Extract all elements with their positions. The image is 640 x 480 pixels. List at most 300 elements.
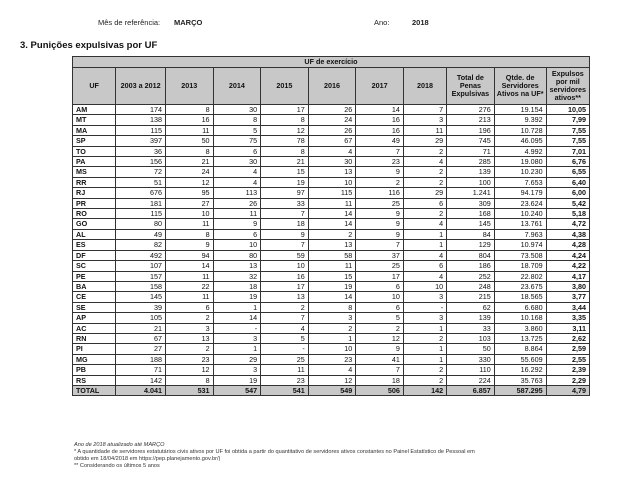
table-cell: 26 (213, 198, 261, 208)
table-cell: 9.392 (494, 115, 546, 125)
table-cell: 16 (165, 115, 213, 125)
table-cell: 115 (116, 125, 166, 135)
uf-cell: AL (73, 229, 116, 239)
table-cell: 23.624 (494, 198, 546, 208)
uf-cell: TOTAL (73, 385, 116, 395)
table-cell: 252 (447, 271, 495, 281)
table-cell: 7,99 (546, 115, 589, 125)
table-cell: 36 (116, 146, 166, 156)
table-cell: 62 (447, 302, 495, 312)
table-cell: 21 (165, 157, 213, 167)
table-cell: 23 (356, 157, 404, 167)
table-cell: 6 (403, 198, 446, 208)
table-cell: 4.992 (494, 146, 546, 156)
table-cell: 94.179 (494, 188, 546, 198)
table-cell: 276 (447, 105, 495, 115)
table-cell: 17 (261, 281, 309, 291)
table-cell: 4,38 (546, 229, 589, 239)
table-cell: 7 (261, 209, 309, 219)
footnote-source: obtido em 18/04/2018 em https://pep.planejamento.gov.br/) (74, 456, 221, 462)
table-cell: 27 (116, 344, 166, 354)
column-header: 2017 (356, 68, 404, 105)
table-cell: 3.860 (494, 323, 546, 333)
table-cell: 24 (165, 167, 213, 177)
table-row (73, 115, 590, 125)
table-cell: 17 (356, 271, 404, 281)
table-cell: 14 (308, 219, 356, 229)
table-cell: 115 (308, 188, 356, 198)
table-cell: 3,77 (546, 292, 589, 302)
table-cell: - (261, 344, 309, 354)
table-cell: 4 (213, 167, 261, 177)
table-cell: 8 (308, 302, 356, 312)
table-cell: 11 (165, 292, 213, 302)
table-cell: 11 (403, 125, 446, 135)
table-row (73, 125, 590, 135)
uf-cell: MT (73, 115, 116, 125)
table-cell: 5 (261, 333, 309, 343)
table-cell: 1 (308, 333, 356, 343)
table-cell: 15 (308, 271, 356, 281)
table-row (73, 177, 590, 187)
table-cell: 531 (165, 385, 213, 395)
table-cell: 13.761 (494, 219, 546, 229)
table-cell: 215 (447, 292, 495, 302)
table-cell: 95 (165, 188, 213, 198)
table-row (73, 209, 590, 219)
table-cell: 12 (261, 125, 309, 135)
column-header: 2016 (308, 68, 356, 105)
table-cell: 6,00 (546, 188, 589, 198)
uf-cell: RJ (73, 188, 116, 198)
table-cell: 18.565 (494, 292, 546, 302)
table-cell: 15 (261, 167, 309, 177)
table-cell: 6 (356, 302, 404, 312)
table-cell: - (213, 323, 261, 333)
table-cell: 10.240 (494, 209, 546, 219)
table-cell: 3 (213, 365, 261, 375)
table-cell: 196 (447, 125, 495, 135)
table-cell: 71 (116, 365, 166, 375)
table-cell: 2 (308, 229, 356, 239)
table-cell: 22.802 (494, 271, 546, 281)
table-cell: 71 (447, 146, 495, 156)
uf-cell: AM (73, 105, 116, 115)
table-cell: 549 (308, 385, 356, 395)
table-cell: 2 (356, 177, 404, 187)
table-cell: 4,24 (546, 250, 589, 260)
year-value: 2018 (412, 18, 429, 27)
table-cell: 14 (308, 209, 356, 219)
table-cell: 13.725 (494, 333, 546, 343)
column-header: UF (73, 68, 116, 105)
table-cell: 21 (116, 323, 166, 333)
table-cell: 12 (356, 333, 404, 343)
table-cell: 138 (116, 115, 166, 125)
table-cell: 6 (356, 281, 404, 291)
table-cell: 248 (447, 281, 495, 291)
table-cell: 8 (165, 146, 213, 156)
year-label: Ano: (374, 18, 390, 27)
uf-cell: DF (73, 250, 116, 260)
table-cell: 8 (165, 229, 213, 239)
table-cell: 12 (308, 375, 356, 385)
table-cell: 492 (116, 250, 166, 260)
uf-cell: MA (73, 125, 116, 135)
uf-cell: MG (73, 354, 116, 364)
table-cell: 2,62 (546, 333, 589, 343)
table-cell: 16.292 (494, 365, 546, 375)
table-cell: 107 (116, 261, 166, 271)
table-cell: 10 (308, 177, 356, 187)
expulsions-table (72, 56, 590, 396)
table-cell: 80 (116, 219, 166, 229)
table-cell: 2,29 (546, 375, 589, 385)
table-cell: 145 (447, 219, 495, 229)
table-cell: 4 (308, 146, 356, 156)
table-cell: 9 (356, 344, 404, 354)
uf-cell: ES (73, 240, 116, 250)
table-row (73, 281, 590, 291)
table-cell: 4,28 (546, 240, 589, 250)
table-cell: 587.295 (494, 385, 546, 395)
table-row (73, 157, 590, 167)
table-cell: 78 (261, 136, 309, 146)
table-cell: 9 (356, 219, 404, 229)
table-cell: 7.653 (494, 177, 546, 187)
table-cell: 22 (165, 281, 213, 291)
table-cell: 11 (213, 209, 261, 219)
table-cell: 188 (116, 354, 166, 364)
footnote-update: Ano de 2018 atualizado até MARÇO (74, 442, 165, 448)
table-row (73, 344, 590, 354)
table-cell: 3 (165, 323, 213, 333)
table-cell: 2 (403, 209, 446, 219)
table-cell: 11 (261, 365, 309, 375)
table-cell: 67 (116, 333, 166, 343)
table-cell: 3 (403, 292, 446, 302)
table-cell: 4 (213, 177, 261, 187)
table-cell: 8 (165, 375, 213, 385)
table-row (73, 323, 590, 333)
table-cell: 4,22 (546, 261, 589, 271)
table-cell: 8 (165, 105, 213, 115)
uf-cell: RO (73, 209, 116, 219)
table-cell: 4,79 (546, 385, 589, 395)
table-cell: 21 (261, 157, 309, 167)
table-cell: 30 (308, 157, 356, 167)
table-cell: 158 (116, 281, 166, 291)
table-cell: 804 (447, 250, 495, 260)
table-cell: 116 (356, 188, 404, 198)
table-cell: 13 (261, 292, 309, 302)
table-cell: 4.041 (116, 385, 166, 395)
table-cell: 1 (403, 240, 446, 250)
table-cell: 25 (261, 354, 309, 364)
table-cell: 3 (308, 313, 356, 323)
table-cell: 309 (447, 198, 495, 208)
table-cell: 285 (447, 157, 495, 167)
table-cell: 11 (165, 271, 213, 281)
table-cell: 330 (447, 354, 495, 364)
table-cell: 11 (308, 198, 356, 208)
table-cell: 18 (261, 219, 309, 229)
table-cell: 115 (116, 209, 166, 219)
table-cell: 6 (165, 302, 213, 312)
uf-cell: AP (73, 313, 116, 323)
table-body (73, 105, 590, 396)
uf-cell: MS (73, 167, 116, 177)
table-cell: 1 (213, 344, 261, 354)
table-cell: 19 (213, 375, 261, 385)
table-cell: 2 (308, 323, 356, 333)
uf-cell: PR (73, 198, 116, 208)
table-cell: 3 (403, 313, 446, 323)
table-cell: 14 (213, 313, 261, 323)
table-row (73, 365, 590, 375)
table-cell: 2 (403, 177, 446, 187)
table-cell: 145 (116, 292, 166, 302)
table-cell: 7 (356, 240, 404, 250)
table-cell: 142 (403, 385, 446, 395)
table-cell: 100 (447, 177, 495, 187)
table-cell: 19.080 (494, 157, 546, 167)
section-heading: 3. Punições expulsivas por UF (20, 40, 158, 51)
table-cell: 25 (356, 198, 404, 208)
table-cell: 7,55 (546, 136, 589, 146)
table-cell: 10 (356, 292, 404, 302)
table-cell: 10,05 (546, 105, 589, 115)
table-row (73, 271, 590, 281)
column-header-row (73, 68, 590, 105)
table-cell: 14 (356, 105, 404, 115)
column-header: 2018 (403, 68, 446, 105)
table-cell: 30 (213, 157, 261, 167)
table-cell: 1 (403, 354, 446, 364)
group-header: UF de exercício (73, 57, 590, 68)
table-row (73, 105, 590, 115)
table-cell: 58 (308, 250, 356, 260)
table-cell: 2,39 (546, 365, 589, 375)
table-cell: 103 (447, 333, 495, 343)
table-cell: 4 (403, 157, 446, 167)
uf-cell: PA (73, 157, 116, 167)
footnote-servers: * A quantidade de servidores estatutários civis ativos por UF foi obtida a partir do quantitativo de servidores ativos constantes no Painel Estatístico de Pessoal em (74, 449, 475, 455)
table-cell: 10 (403, 281, 446, 291)
table-cell: 1 (403, 344, 446, 354)
table-cell: 6,40 (546, 177, 589, 187)
table-cell: 2 (403, 146, 446, 156)
table-cell: 7 (356, 365, 404, 375)
uf-cell: PE (73, 271, 116, 281)
table-cell: 10 (213, 240, 261, 250)
table-cell: 174 (116, 105, 166, 115)
table-cell: 29 (403, 188, 446, 198)
table-row (73, 261, 590, 271)
table-cell: 3,11 (546, 323, 589, 333)
table-cell: 24 (308, 115, 356, 125)
table-cell: 8.864 (494, 344, 546, 354)
uf-cell: PI (73, 344, 116, 354)
table-cell: 105 (116, 313, 166, 323)
table-cell: 10.974 (494, 240, 546, 250)
table-cell: 2,55 (546, 354, 589, 364)
table-cell: 10 (165, 209, 213, 219)
table-cell: 7.963 (494, 229, 546, 239)
table-cell: 10 (261, 261, 309, 271)
table-cell: 213 (447, 115, 495, 125)
uf-cell: GO (73, 219, 116, 229)
table-cell: 32 (213, 271, 261, 281)
table-row (73, 302, 590, 312)
table-cell: 9 (165, 240, 213, 250)
table-row (73, 167, 590, 177)
table-cell: 506 (356, 385, 404, 395)
table-row (73, 219, 590, 229)
table-cell: 29 (403, 136, 446, 146)
table-cell: 7,55 (546, 125, 589, 135)
table-cell: 46.095 (494, 136, 546, 146)
table-cell: 84 (447, 229, 495, 239)
uf-cell: BA (73, 281, 116, 291)
footnotes (74, 442, 594, 470)
table-row (73, 313, 590, 323)
table-cell: 1 (403, 229, 446, 239)
table-cell: 27 (165, 198, 213, 208)
table-cell: 9 (261, 229, 309, 239)
table-cell: 33 (261, 198, 309, 208)
table-cell: 8 (261, 115, 309, 125)
table-cell: 7 (261, 313, 309, 323)
table-cell: 4,72 (546, 219, 589, 229)
table-cell: 23 (261, 375, 309, 385)
table-cell: 397 (116, 136, 166, 146)
table-cell: 14 (165, 261, 213, 271)
table-cell: 10.728 (494, 125, 546, 135)
table-cell: 10.168 (494, 313, 546, 323)
table-cell: 2 (403, 333, 446, 343)
table-cell: 139 (447, 167, 495, 177)
table-cell: 9 (213, 219, 261, 229)
table-cell: 7,01 (546, 146, 589, 156)
table-cell: 18 (356, 375, 404, 385)
table-cell: 4 (403, 219, 446, 229)
table-cell: 2 (356, 323, 404, 333)
table-row (73, 292, 590, 302)
table-cell: 5,42 (546, 198, 589, 208)
table-cell: 23 (165, 354, 213, 364)
uf-cell: AC (73, 323, 116, 333)
table-cell: 5,18 (546, 209, 589, 219)
table-cell: 6.857 (447, 385, 495, 395)
table-cell: - (403, 302, 446, 312)
table-cell: 49 (356, 136, 404, 146)
table-cell: 5 (213, 125, 261, 135)
table-cell: 6,55 (546, 167, 589, 177)
table-cell: 2,59 (546, 344, 589, 354)
table-cell: 13 (308, 240, 356, 250)
table-cell: 19 (308, 281, 356, 291)
table-cell: 2 (165, 313, 213, 323)
table-cell: 13 (165, 333, 213, 343)
table-cell: 49 (116, 229, 166, 239)
uf-cell: RR (73, 177, 116, 187)
table-cell: 35.763 (494, 375, 546, 385)
table-cell: 39 (116, 302, 166, 312)
table-cell: 1 (403, 323, 446, 333)
table-cell: 2 (165, 344, 213, 354)
table-cell: 55.609 (494, 354, 546, 364)
table-cell: 4 (261, 323, 309, 333)
table-cell: 23 (308, 354, 356, 364)
table-cell: 3,35 (546, 313, 589, 323)
table-cell: 51 (116, 177, 166, 187)
column-header: Qtde. de Servidores Ativos na UF* (494, 68, 546, 105)
table-cell: 4,17 (546, 271, 589, 281)
table-cell: 6 (213, 146, 261, 156)
table-cell: 541 (261, 385, 309, 395)
table-cell: 12 (165, 365, 213, 375)
table-cell: 129 (447, 240, 495, 250)
table-cell: 23.675 (494, 281, 546, 291)
table-cell: 4 (403, 250, 446, 260)
table-cell: 168 (447, 209, 495, 219)
uf-cell: RS (73, 375, 116, 385)
table-cell: 16 (356, 125, 404, 135)
column-header: 2003 a 2012 (116, 68, 166, 105)
table-cell: 12 (165, 177, 213, 187)
table-cell: 13 (308, 167, 356, 177)
table-cell: 6.680 (494, 302, 546, 312)
table-cell: 33 (447, 323, 495, 333)
footnote-period: ** Considerando os últimos 5 anos (74, 463, 160, 469)
table-cell: 4 (403, 271, 446, 281)
table-cell: 186 (447, 261, 495, 271)
uf-cell: RN (73, 333, 116, 343)
reference-line (0, 18, 640, 30)
table-cell: 142 (116, 375, 166, 385)
table-cell: 50 (447, 344, 495, 354)
table-cell: 8 (261, 146, 309, 156)
uf-cell: SP (73, 136, 116, 146)
table-cell: 80 (213, 250, 261, 260)
column-header: 2015 (261, 68, 309, 105)
table-cell: 37 (356, 250, 404, 260)
table-row (73, 229, 590, 239)
table-cell: 676 (116, 188, 166, 198)
table-row (73, 198, 590, 208)
table-cell: 2 (403, 167, 446, 177)
uf-cell: SC (73, 261, 116, 271)
table-cell: 30 (213, 105, 261, 115)
table-cell: 7 (403, 105, 446, 115)
table-cell: 7 (261, 240, 309, 250)
uf-cell: CE (73, 292, 116, 302)
column-header: 2013 (165, 68, 213, 105)
table-cell: 11 (165, 125, 213, 135)
reference-month-label: Mês de referência: (98, 18, 161, 27)
table-cell: 10 (308, 344, 356, 354)
table-row (73, 240, 590, 250)
table-cell: 67 (308, 136, 356, 146)
table-cell: 9 (356, 229, 404, 239)
table-cell: 745 (447, 136, 495, 146)
table-row (73, 354, 590, 364)
table-cell: 157 (116, 271, 166, 281)
table-cell: 82 (116, 240, 166, 250)
table-cell: 72 (116, 167, 166, 177)
column-header: Expulsos por mil servidores ativos** (546, 68, 589, 105)
